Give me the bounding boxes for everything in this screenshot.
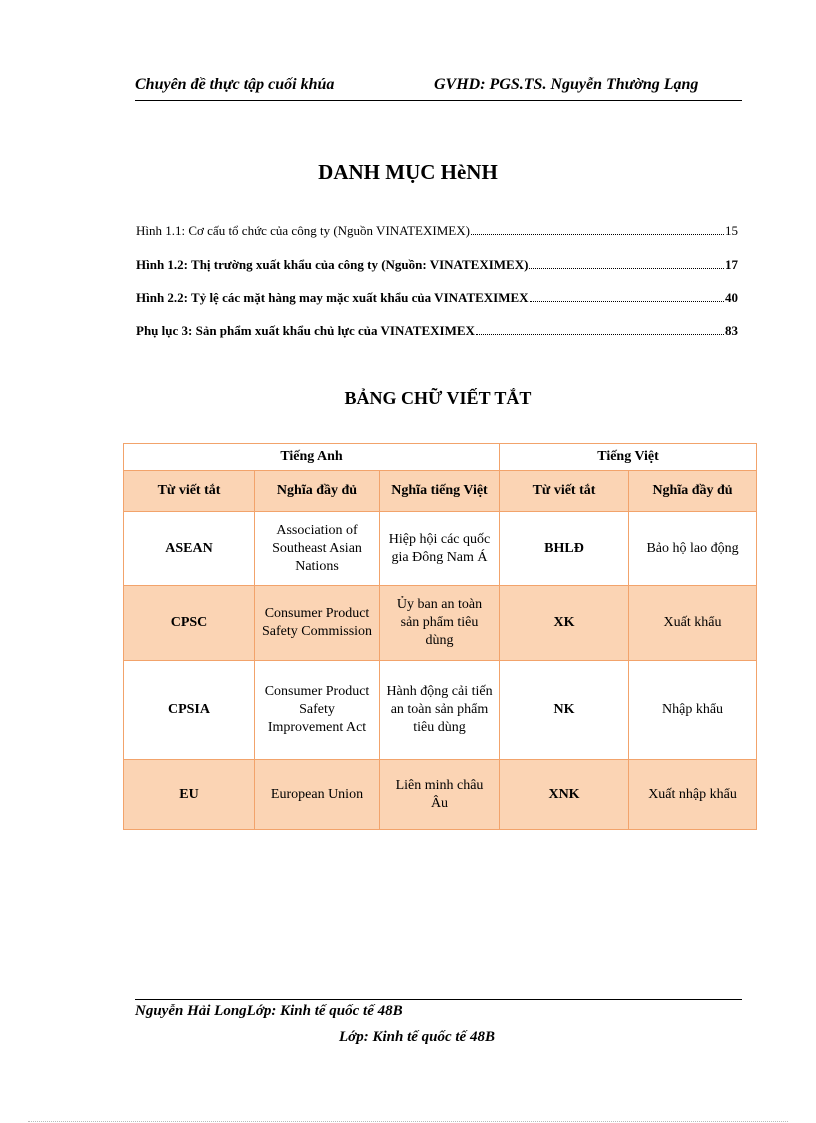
table-cell: XNK bbox=[500, 760, 629, 830]
column-header: Nghĩa đầy đủ bbox=[629, 471, 757, 512]
table-cell: European Union bbox=[255, 760, 380, 830]
column-header: Từ viết tắt bbox=[124, 471, 255, 512]
header-advisor: GVHD: PGS.TS. Nguyễn Thường Lạng bbox=[434, 76, 699, 93]
group-header-english: Tiếng Anh bbox=[124, 444, 500, 471]
dot-leader bbox=[476, 323, 724, 335]
table-row bbox=[124, 512, 757, 586]
dot-leader bbox=[530, 290, 724, 302]
table-cell: Xuất nhập khẩu bbox=[629, 760, 757, 830]
abbreviations-title: BẢNG CHỮ VIẾT TẮT bbox=[344, 388, 532, 408]
figure-entry-page: 40 bbox=[725, 290, 738, 305]
table-cell: Consumer Product Safety Commission bbox=[255, 586, 380, 661]
table-row bbox=[124, 661, 757, 760]
footer-author: Nguyễn Hải LongLớp: Kinh tế quốc tế 48B bbox=[135, 1003, 403, 1019]
table-cell: Hành động cải tiến an toàn sản phẩm tiêu dùng bbox=[380, 661, 500, 760]
group-header-vietnamese: Tiếng Việt bbox=[500, 444, 757, 471]
page-header bbox=[135, 76, 742, 101]
figures-list-title: DANH MỤC HèNH bbox=[318, 160, 498, 184]
table-cell: Ủy ban an toàn sản phẩm tiêu dùng bbox=[380, 586, 500, 661]
figure-entry-page: 17 bbox=[725, 257, 738, 272]
column-header: Nghĩa tiếng Việt bbox=[380, 471, 500, 512]
figure-entry[interactable] bbox=[136, 290, 738, 310]
table-cell: CPSIA bbox=[124, 661, 255, 760]
table-cell: Association of Southeast Asian Nations bbox=[255, 512, 380, 586]
table-cell: CPSC bbox=[124, 586, 255, 661]
figure-entry-label: Hình 1.2: Thị trường xuất khẩu của công ty (Nguồn: VINATEXIMEX) bbox=[136, 257, 529, 272]
table-cell: Liên minh châu Âu bbox=[380, 760, 500, 830]
figure-entry-page: 83 bbox=[725, 323, 738, 338]
table-group-header-row bbox=[124, 444, 757, 471]
table-cell: Xuất khẩu bbox=[629, 586, 757, 661]
footer-class: Lớp: Kinh tế quốc tế 48B bbox=[339, 1029, 495, 1045]
figure-entry[interactable] bbox=[136, 223, 738, 243]
table-cell: XK bbox=[500, 586, 629, 661]
table-cell: Bảo hộ lao động bbox=[629, 512, 757, 586]
column-header: Từ viết tắt bbox=[500, 471, 629, 512]
table-cell: BHLĐ bbox=[500, 512, 629, 586]
figure-entry-label: Hình 1.1: Cơ cấu tổ chức của công ty (Nguồn VINATEXIMEX) bbox=[136, 223, 470, 238]
table-cell: ASEAN bbox=[124, 512, 255, 586]
table-row bbox=[124, 586, 757, 661]
dot-leader bbox=[529, 257, 724, 269]
table-cell: Hiệp hội các quốc gia Đông Nam Á bbox=[380, 512, 500, 586]
table-cell: EU bbox=[124, 760, 255, 830]
dot-leader bbox=[471, 223, 724, 235]
table-cell: Consumer Product Safety Improvement Act bbox=[255, 661, 380, 760]
table-column-header-row bbox=[124, 471, 757, 512]
figure-entry[interactable] bbox=[136, 257, 738, 277]
table-cell: NK bbox=[500, 661, 629, 760]
column-header: Nghĩa đầy đủ bbox=[255, 471, 380, 512]
figure-entry[interactable] bbox=[136, 323, 738, 343]
page-footer bbox=[135, 999, 742, 1046]
figure-entry-label: Phụ lục 3: Sản phẩm xuất khẩu chủ lực của VINATEXIMEX bbox=[136, 323, 475, 338]
table-cell: Nhập khẩu bbox=[629, 661, 757, 760]
header-topic: Chuyên đề thực tập cuối khúa bbox=[135, 76, 335, 93]
figure-entry-label: Hình 2.2: Tỷ lệ các mặt hàng may mặc xuất khẩu của VINATEXIMEX bbox=[136, 290, 529, 305]
abbreviations-table bbox=[123, 443, 757, 830]
table-row bbox=[124, 760, 757, 830]
figure-entry-page: 15 bbox=[725, 223, 738, 238]
page-edge-divider bbox=[28, 1121, 788, 1122]
